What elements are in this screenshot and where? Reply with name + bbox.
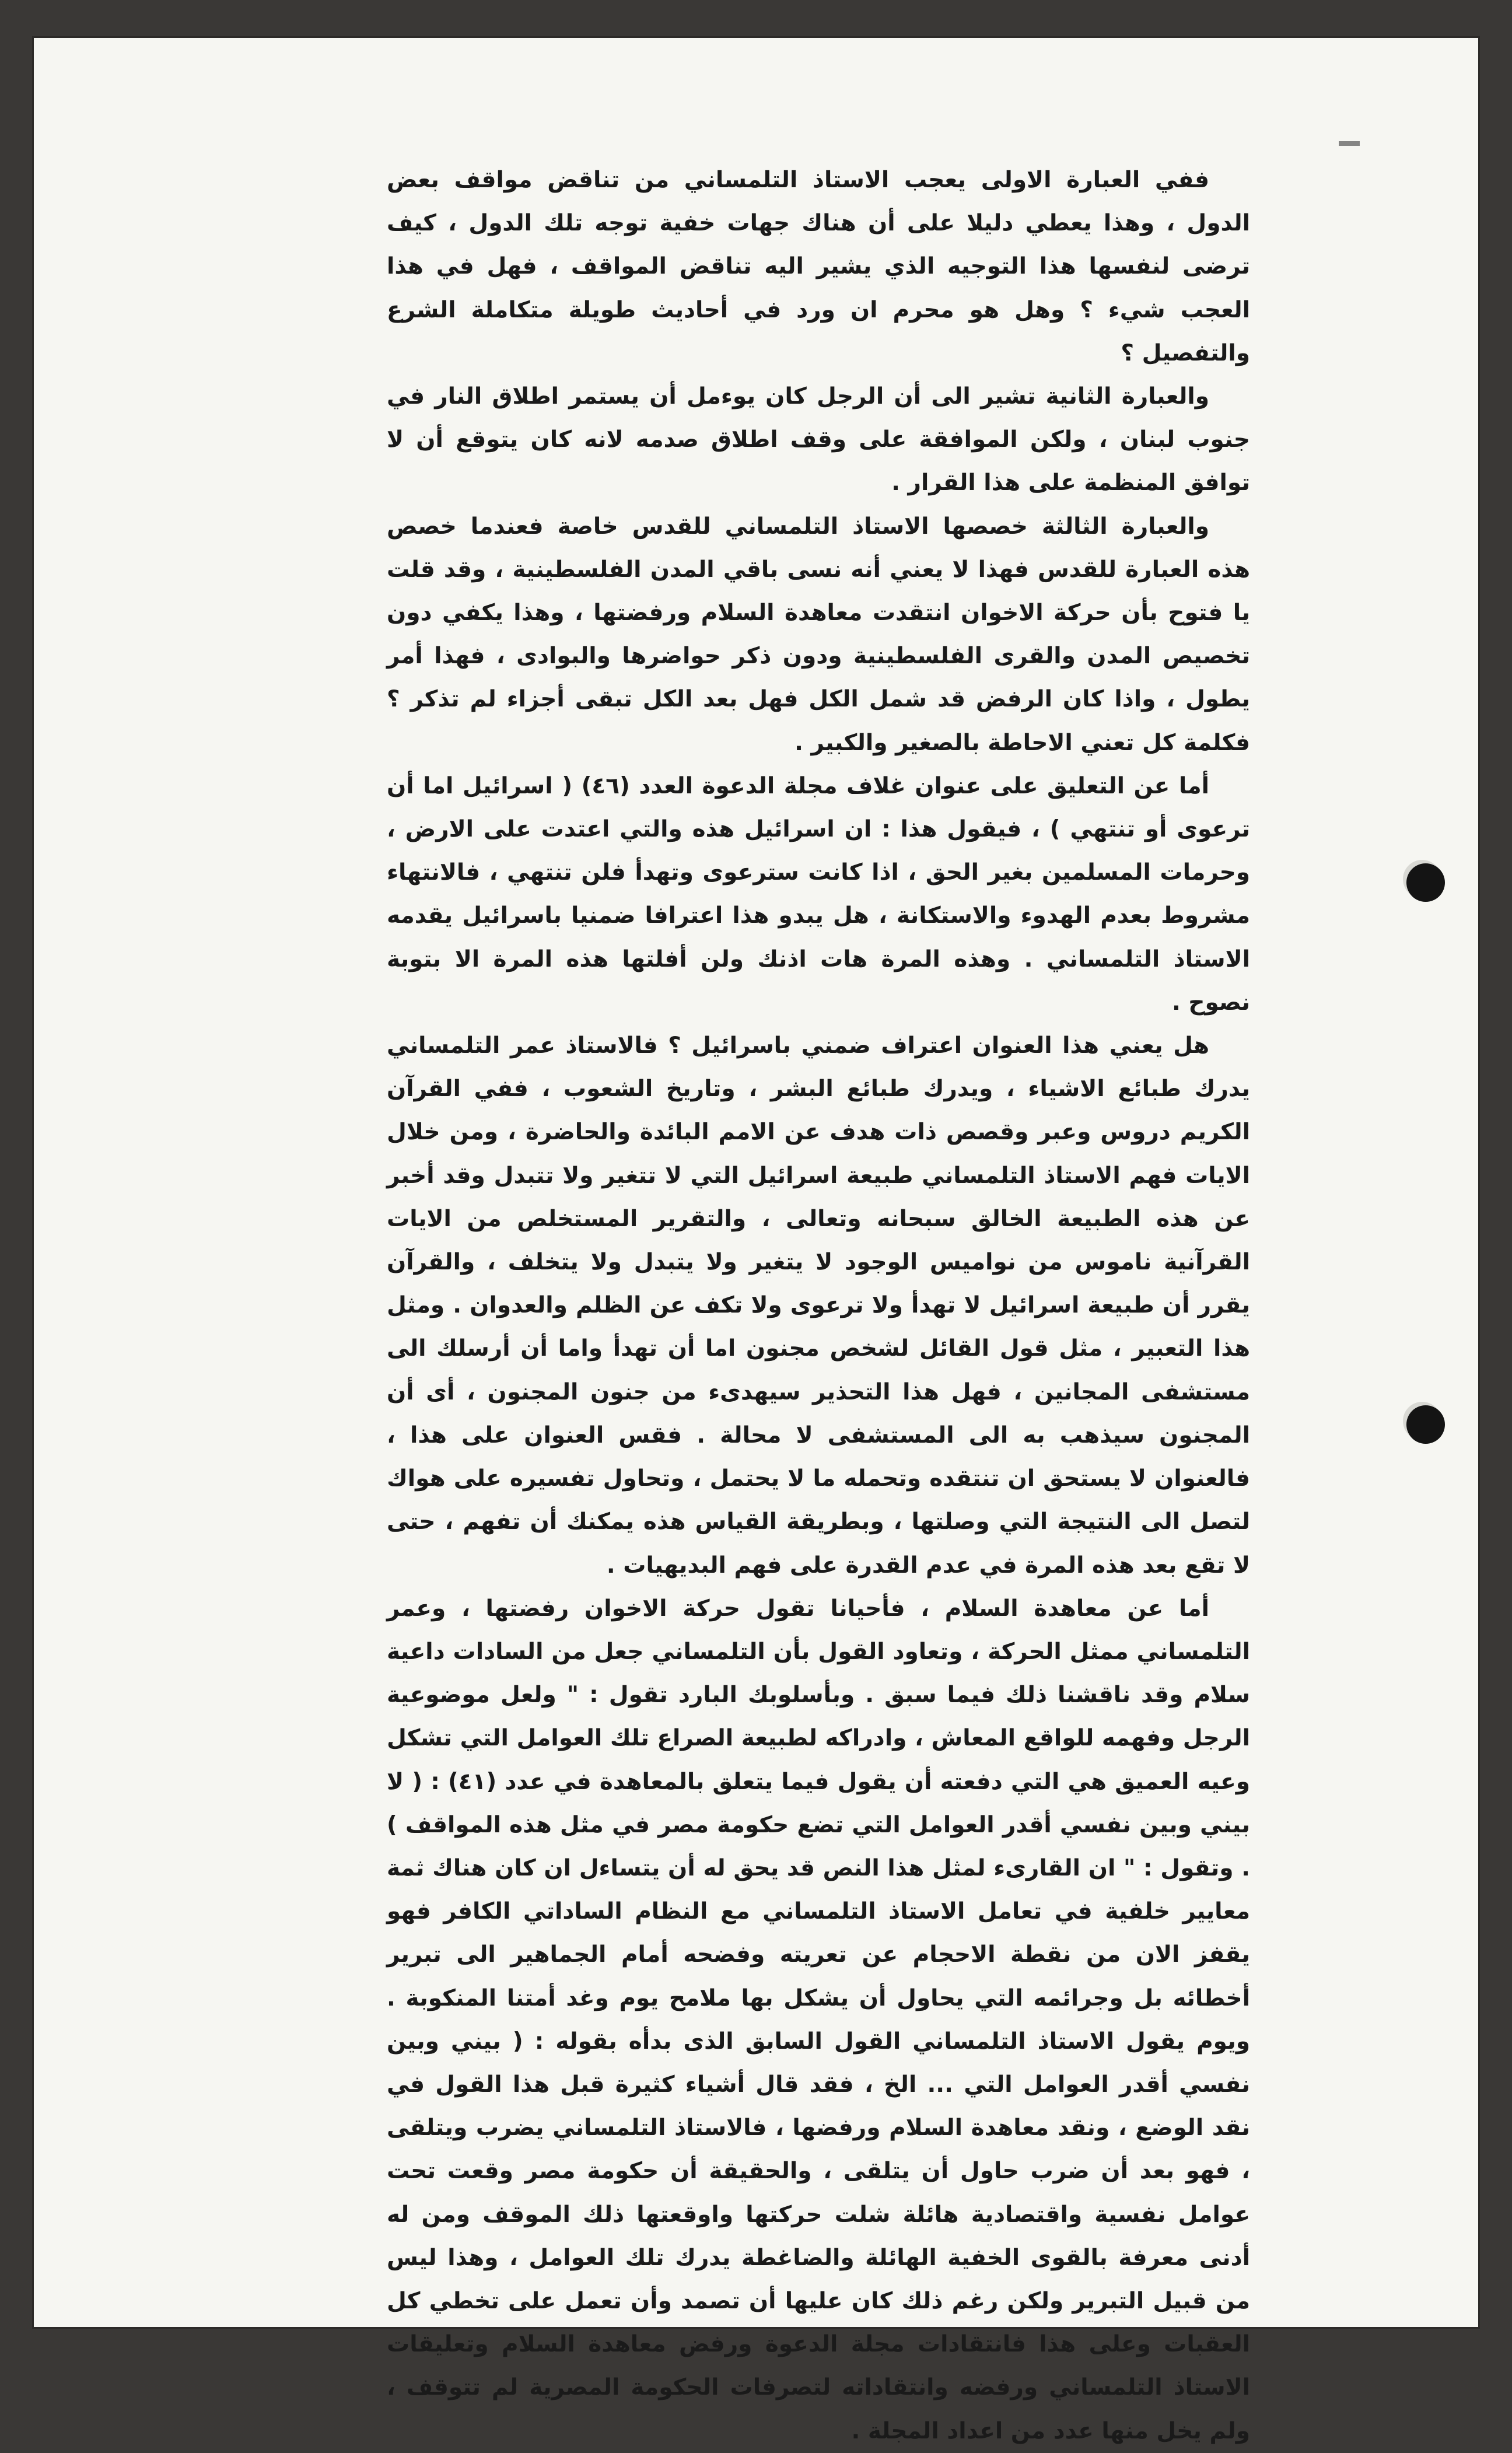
paragraph-3: والعبارة الثالثة خصصها الاستاذ التلمساني للقدس خاصة فعندما خصص هذه العبارة للقدس فهذا لا يعني أنه نسى باقي المدن الفلسطينية ، وقد قلت يا فتوح بأن حركة الاخوان انتقدت معاهدة السلام ورفضتها ، وهذا يكفي دون تخصيص المدن والقرى الفلسطينية ودون ذكر حواضرها والبوادى ، فهذا أمر يطول ، واذا كان الرفض قد شمل الكل فهل بعد الكل تبقى أجزاء لم تذكر ؟ فكلمة كل تعني الاحاطة بالصغير والكبير . [387,513,1250,756]
paragraph-2: والعبارة الثانية تشير الى أن الرجل كان يوءمل أن يستمر اطلاق النار في جنوب لبنان ، ولكن الموافقة على وقف اطلاق صدمه لانه كان يتوقع أن لا توافق المنظمة على هذا القرار . [387,383,1250,496]
document-body [387,159,1250,2453]
paragraph-1: ففي العبارة الاولى يعجب الاستاذ التلمساني من تناقض مواقف بعض الدول ، وهذا يعطي دليلا على أن هناك جهات خفية توجه تلك الدول ، كيف ترضى لنفسها هذا التوجيه الذي يشير اليه تناقض المواقف ، فهل في هذا العجب شيء ؟ وهل هو محرم ان ورد في أحاديث طويلة متكاملة الشرع والتفصيل ؟ [387,167,1250,366]
punch-hole-top [1406,863,1445,902]
paragraph-5: هل يعني هذا العنوان اعتراف ضمني باسرائيل ؟ فالاستاذ عمر التلمساني يدرك طبائع الاشياء ، ويدرك طبائع البشر ، وتاريخ الشعوب ، ففي القرآن الكريم دروس وعبر وقصص ذات هدف عن الامم البائدة والحاضرة ، ومن خلال الايات فهم الاستاذ التلمساني طبيعة اسرائيل التي لا تتغير ولا تتبدل وقد أخبر عن هذه الطبيعة الخالق سبحانه وتعالى ، والتقرير المستخلص من الايات القرآنية ناموس من نواميس الوجود لا يتغير ولا يتبدل ولا يتخلف ، والقرآن يقرر أن طبيعة اسرائيل لا تهدأ ولا ترعوى ولا تكف عن الظلم والعدوان . ومثل هذا التعبير ، مثل قول القائل لشخص مجنون اما أن تهدأ واما أن أرسلك الى مستشفى المجانين ، فهل هذا التحذير سيهدىء من جنون المجنون ، أى أن المجنون سيذهب به الى المستشفى لا محالة . فقس العنوان على هذا ، فالعنوان لا يستحق ان تنتقده وتحمله ما لا يحتمل ، وتحاول تفسيره على هواك لتصل الى النتيجة التي وصلتها ، وبطريقة القياس هذه يمكنك أن تفهم ، حتى لا تقع بعد هذه المرة في عدم القدرة على فهم البديهيات . [387,1033,1250,1579]
paragraph-4: أما عن التعليق على عنوان غلاف مجلة الدعوة العدد (٤٦) ( اسرائيل اما أن ترعوى أو تنتهي ) ، فيقول هذا : ان اسرائيل هذه والتي اعتدت على الارض ، وحرمات المسلمين بغير الحق ، اذا كانت سترعوى وتهدأ فلن تنتهي ، فالانتهاء مشروط بعدم الهدوء والاستكانة ، هل يبدو هذا اعترافا ضمنيا باسرائيل يقدمه الاستاذ التلمساني . وهذه المرة هات اذنك ولن أفلتها هذه المرة الا بتوبة نصوح . [387,772,1250,1016]
punch-hole-bottom [1406,1405,1445,1444]
paragraph-6: أما عن معاهدة السلام ، فأحيانا تقول حركة الاخوان رفضتها ، وعمر التلمساني ممثل الحركة ، وتعاود القول بأن التلمساني جعل من السادات داعية سلام وقد ناقشنا ذلك فيما سبق . وبأسلوبك البارد تقول : " ولعل موضوعية الرجل وفهمه للواقع المعاش ، وادراكه لطبيعة الصراع تلك العوامل التي تشكل وعيه العميق هي التي دفعته أن يقول فيما يتعلق بالمعاهدة في عدد (٤١) : ( لا بيني وبين نفسي أقدر العوامل التي تضع حكومة مصر في مثل هذه المواقف ) . وتقول : " ان القارىء لمثل هذا النص قد يحق له أن يتساءل ان كان هناك ثمة معايير خلفية في تعامل الاستاذ التلمساني مع النظام الساداتي الكافر فهو يقفز الان من نقطة الاحجام عن تعريته وفضحه أمام الجماهير الى تبرير أخطائه بل وجرائمه التي يحاول أن يشكل بها ملامح يوم وغد أمتنا المنكوبة . ويوم يقول الاستاذ التلمساني القول السابق الذى بدأه بقوله : ( بيني وبين نفسي أقدر العوامل التي ... الخ ، فقد قال أشياء كثيرة قبل هذا القول في نقد الوضع ، ونقد معاهدة السلام ورفضها ، فالاستاذ التلمساني يضرب ويتلقى ، فهو بعد أن ضرب حاول أن يتلقى ، والحقيقة أن حكومة مصر وقعت تحت عوامل نفسية واقتصادية هائلة شلت حركتها واوقعتها ذلك الموقف ومن له أدنى معرفة بالقوى الخفية الهائلة والضاغطة يدرك تلك العوامل ، وهذا ليس من قبيل التبرير ولكن رغم ذلك كان عليها أن تصمد وأن تعمل على تخطي كل العقبات وعلى هذا فانتقادات مجلة الدعوة ورفض معاهدة السلام وتعليقات الاستاذ التلمساني ورفضه وانتقاداته لتصرفات الحكومة المصرية لم تتوقف ، ولم يخل منها عدد من اعداد المجلة . [387,1595,1250,2444]
ink-speck [1339,141,1360,146]
